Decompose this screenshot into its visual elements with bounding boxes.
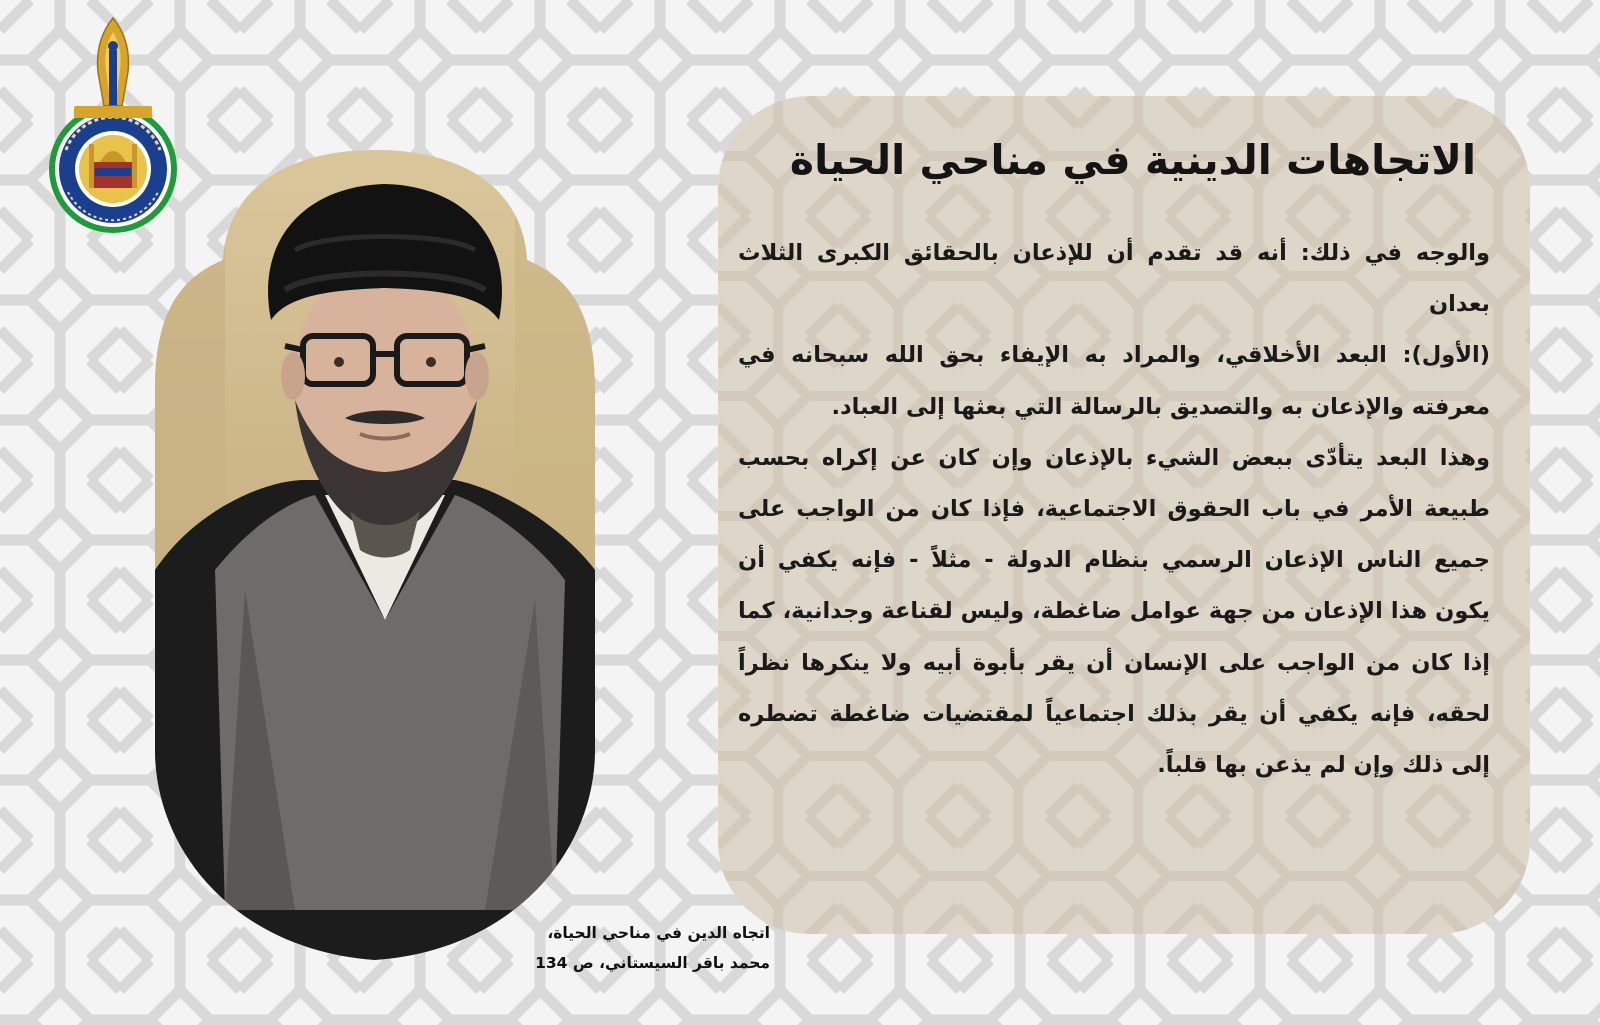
pen-nib-icon: [98, 18, 129, 108]
source-caption: [440, 918, 770, 978]
portrait-photo: [155, 150, 595, 970]
card-title: الاتجاهات الدينية في مناحي الحياة: [789, 136, 1476, 184]
quote-card: [718, 96, 1530, 934]
card-body: [738, 228, 1490, 791]
paragraph: والوجه في ذلك: أنه قد تقدم أن للإذعان بالحقائق الكبرى الثلاث بعدان: [738, 240, 1490, 318]
paragraph: وهذا البعد يتأدّى ببعض الشيء بالإذعان وإن كان عن إكراه بحسب طبيعة الأمر في باب الحقوق الاجتماعية، فإذا كان من الواجب على جميع الناس الإذعان الرسمي بنظام الدولة - مثلاً - فإنه يكفي أن يكون هذا الإذعان من جهة عوامل ضاغطة، وليس لقناعة وجدانية، كما إذا كان من الواجب على الإنسان أن يقر بأبوة أبيه ولا ينكرها نظراً لحقه، فإنه يكفي أن يقر بذلك اجتماعياً لمقتضيات ضاغطة تضطره إلى ذلك وإن لم يذعن بها قلباً.: [738, 444, 1490, 779]
paragraph: (الأول): البعد الأخلاقي، والمراد به الإيفاء بحق الله سبحانه في معرفته والإذعان به والتصديق بالرسالة التي بعثها إلى العباد.: [738, 342, 1490, 420]
caption-author: محمد باقر السيستاني، ص 134: [535, 954, 770, 972]
caption-book: اتجاه الدين في مناحي الحياة،: [547, 924, 770, 942]
